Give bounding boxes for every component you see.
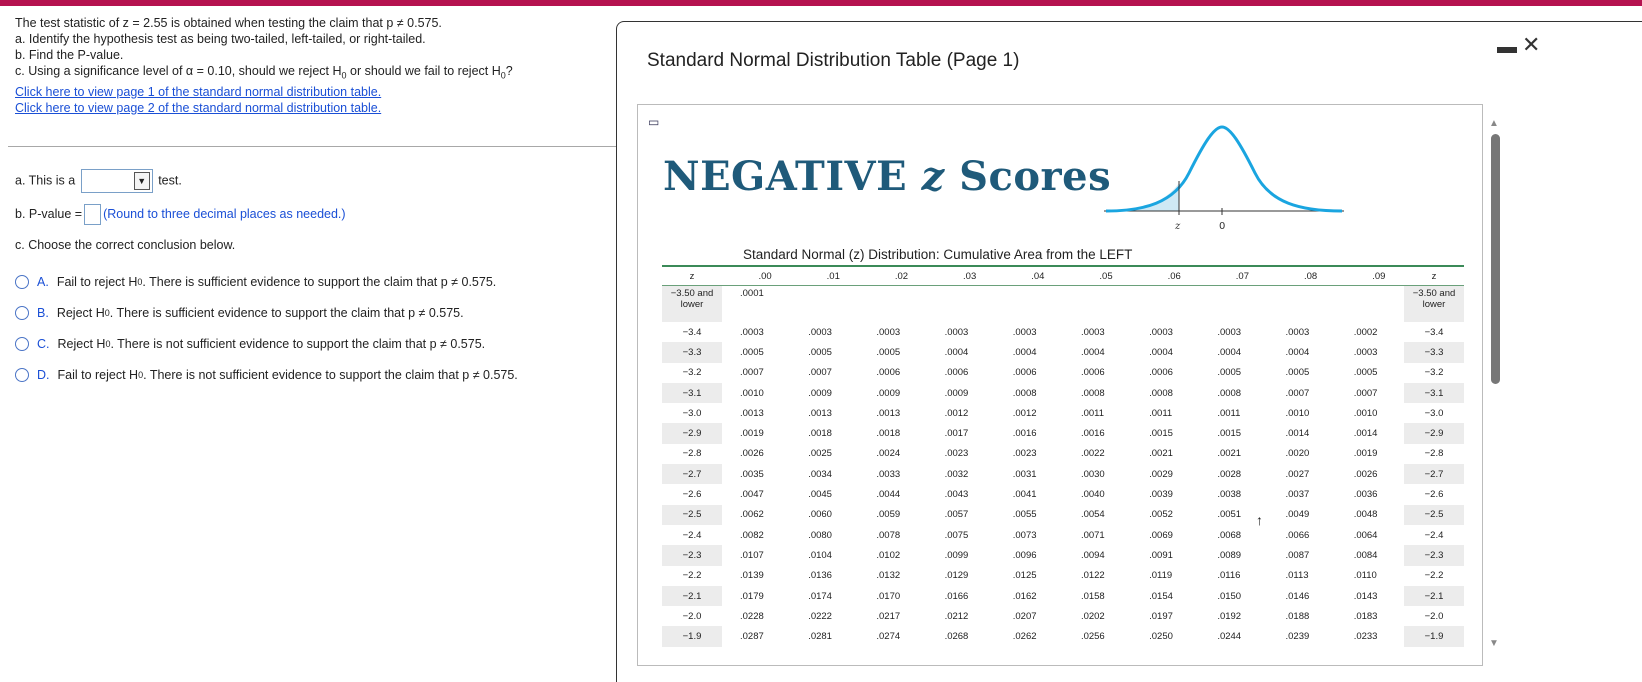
table-cell: .0004 bbox=[1285, 346, 1310, 358]
row-z-label: −2.7 bbox=[1404, 464, 1464, 484]
table-cell: .0009 bbox=[808, 387, 832, 399]
table-cell: .0043 bbox=[944, 489, 969, 501]
table-cell: .0023 bbox=[1012, 448, 1037, 460]
table-cell: .0003 bbox=[1285, 326, 1310, 338]
row-z-label: −2.2 bbox=[1424, 570, 1444, 582]
table-cell: .0129 bbox=[944, 570, 969, 582]
table-cell: .0268 bbox=[944, 631, 969, 643]
table-cell: .0037 bbox=[1285, 489, 1310, 501]
table-cell: .0250 bbox=[1149, 631, 1173, 643]
row-z-label: −2.8 bbox=[682, 448, 702, 460]
row-z-label: −3.3 bbox=[1404, 342, 1464, 362]
table-cell: .0059 bbox=[876, 509, 901, 521]
chevron-down-icon[interactable]: ▼ bbox=[134, 172, 150, 190]
scroll-down-icon[interactable]: ▼ bbox=[1489, 638, 1499, 649]
table-cell: .0011 bbox=[1149, 407, 1173, 419]
row-z-label: −3.1 bbox=[662, 383, 722, 403]
table-row bbox=[662, 484, 1464, 504]
table-cell: .0008 bbox=[1012, 387, 1037, 399]
table-cell: .0017 bbox=[944, 428, 969, 440]
column-header: .08 bbox=[1268, 266, 1336, 286]
row-z-label: −2.5 bbox=[1404, 505, 1464, 525]
table-cell bbox=[1268, 286, 1336, 323]
table-cell: .0006 bbox=[1080, 367, 1105, 379]
table-row bbox=[662, 464, 1464, 484]
table-cell: .0005 bbox=[1285, 367, 1310, 379]
row-z-label: −3.2 bbox=[682, 367, 702, 379]
table-cell: .0057 bbox=[944, 509, 969, 521]
table-cell: .0146 bbox=[1285, 590, 1310, 602]
table-cell: .0162 bbox=[1012, 590, 1037, 602]
table-cell: .0020 bbox=[1285, 448, 1310, 460]
table-cell: .0021 bbox=[1217, 448, 1242, 460]
table-cell: .0041 bbox=[1012, 489, 1037, 501]
table-cell: .0033 bbox=[876, 468, 901, 480]
table-cell: .0014 bbox=[1285, 428, 1310, 440]
row-z-label: −2.6 bbox=[1424, 489, 1444, 501]
table-cell: .0119 bbox=[1149, 570, 1173, 582]
table-cell: .0222 bbox=[808, 610, 832, 622]
table-cell: .0019 bbox=[1353, 448, 1378, 460]
row-z-label: −3.50 and lower bbox=[662, 286, 722, 323]
row-z-label: −2.1 bbox=[1404, 586, 1464, 606]
table-cell: .0039 bbox=[1149, 489, 1173, 501]
option-d[interactable]: D. Fail to reject H 0 . There is not sufficient evidence to support the claim that p ≠ 0.575. bbox=[15, 368, 518, 382]
row-z-label: −3.2 bbox=[1424, 367, 1444, 379]
answer-b-label: b. P-value = bbox=[15, 206, 83, 221]
table-cell: .0158 bbox=[1080, 590, 1105, 602]
row-z-label: −2.4 bbox=[682, 529, 702, 541]
table-cell: .0233 bbox=[1353, 631, 1378, 643]
z-score-table bbox=[662, 265, 1464, 647]
table-cell: .0007 bbox=[740, 367, 764, 379]
table-row bbox=[662, 525, 1464, 545]
row-z-label: −2.7 bbox=[662, 464, 722, 484]
table-cell: .0113 bbox=[1285, 570, 1309, 582]
table-cell: .0066 bbox=[1285, 529, 1310, 541]
row-z-label: −3.4 bbox=[1424, 326, 1444, 338]
table-cell: .0048 bbox=[1353, 509, 1378, 521]
table-cell: .0010 bbox=[1285, 407, 1310, 419]
table-cell: .0011 bbox=[1080, 407, 1105, 419]
table-cell: .0192 bbox=[1217, 610, 1242, 622]
table-row bbox=[662, 423, 1464, 443]
option-a[interactable]: A. Fail to reject H 0 . There is sufficient evidence to support the claim that p ≠ 0.575. bbox=[15, 275, 496, 289]
table-row bbox=[662, 545, 1464, 565]
answer-a-suffix: test. bbox=[158, 173, 182, 188]
question-part-a: a. Identify the hypothesis test as being two-tailed, left-tailed, or right-tailed. bbox=[15, 32, 426, 46]
row-z-label: −2.0 bbox=[1424, 610, 1444, 622]
answer-c-prompt: c. Choose the correct conclusion below. bbox=[15, 238, 236, 252]
row-z-label: −2.3 bbox=[1404, 545, 1464, 565]
row-z-label: −3.4 bbox=[682, 326, 702, 338]
normal-curve-diagram bbox=[1104, 125, 1354, 240]
option-b[interactable]: B. Reject H 0 . There is sufficient evidence to support the claim that p ≠ 0.575. bbox=[15, 306, 464, 320]
table-cell: .0179 bbox=[740, 590, 764, 602]
table-cell: .0096 bbox=[1012, 549, 1037, 561]
table-cell: .0007 bbox=[1285, 387, 1310, 399]
table-cell: .0091 bbox=[1149, 549, 1173, 561]
answer-a-row bbox=[15, 169, 182, 193]
table-cell: .0005 bbox=[808, 346, 832, 358]
table-cell: .0001 bbox=[740, 288, 764, 299]
table-cell: .0021 bbox=[1149, 448, 1173, 460]
row-z-label: −2.9 bbox=[1404, 423, 1464, 443]
column-header: .02 bbox=[858, 266, 926, 286]
table-cell: .0044 bbox=[876, 489, 901, 501]
table-cell: .0228 bbox=[740, 610, 764, 622]
table-cell: .0038 bbox=[1217, 489, 1242, 501]
table-cell: .0049 bbox=[1285, 509, 1310, 521]
table-cell: .0007 bbox=[808, 367, 832, 379]
table-cell: .0003 bbox=[1353, 346, 1378, 358]
table-row bbox=[662, 403, 1464, 423]
table-cell: .0068 bbox=[1217, 529, 1242, 541]
table-cell: .0244 bbox=[1217, 631, 1242, 643]
row-z-label: −2.1 bbox=[662, 586, 722, 606]
table-cell: .0013 bbox=[876, 407, 901, 419]
row-z-label: −1.9 bbox=[662, 626, 722, 646]
row-z-label: −3.0 bbox=[682, 407, 702, 419]
row-z-label: −2.8 bbox=[1424, 448, 1444, 460]
row-z-label: −2.4 bbox=[1424, 529, 1444, 541]
table-popup-window bbox=[616, 21, 1642, 682]
table-row bbox=[662, 286, 1464, 323]
rounding-hint: (Round to three decimal places as needed.) bbox=[103, 206, 346, 221]
table-cell: .0170 bbox=[876, 590, 901, 602]
column-header: .05 bbox=[1063, 266, 1131, 286]
table-cell: .0036 bbox=[1353, 489, 1378, 501]
table-cell: .0034 bbox=[808, 468, 832, 480]
table-cell: .0104 bbox=[808, 549, 832, 561]
table-cell: .0023 bbox=[944, 448, 969, 460]
table-row bbox=[662, 626, 1464, 646]
table-row bbox=[662, 566, 1464, 586]
table-row bbox=[662, 342, 1464, 362]
table-cell: .0005 bbox=[1353, 367, 1378, 379]
table-row bbox=[662, 322, 1464, 342]
table-cell: .0003 bbox=[1149, 326, 1173, 338]
column-header: .09 bbox=[1336, 266, 1404, 286]
table-cell: .0183 bbox=[1353, 610, 1378, 622]
table-cell: .0062 bbox=[740, 509, 764, 521]
table-cell: .0026 bbox=[1353, 468, 1378, 480]
table-cell: .0080 bbox=[808, 529, 832, 541]
table-cell: .0015 bbox=[1217, 428, 1242, 440]
column-header: .07 bbox=[1199, 266, 1267, 286]
radio-option-d[interactable] bbox=[15, 368, 29, 382]
table-cell: .0003 bbox=[1080, 326, 1105, 338]
table-cell: .0084 bbox=[1353, 549, 1378, 561]
table-cell: .0031 bbox=[1012, 468, 1037, 480]
table-cell: .0040 bbox=[1080, 489, 1105, 501]
table-cell: .0006 bbox=[944, 367, 969, 379]
table-cell: .0143 bbox=[1353, 590, 1378, 602]
table-row bbox=[662, 363, 1464, 383]
table-cell: .0030 bbox=[1080, 468, 1105, 480]
table-cell: .0003 bbox=[1012, 326, 1037, 338]
table-cell bbox=[927, 286, 995, 323]
table-cell: .0032 bbox=[944, 468, 969, 480]
table-cell: .0015 bbox=[1149, 428, 1173, 440]
radio-option-c[interactable] bbox=[15, 337, 29, 351]
table-cell: .0027 bbox=[1285, 468, 1310, 480]
table-cell: .0008 bbox=[1080, 387, 1105, 399]
arrow-up-icon: ↑ bbox=[1256, 512, 1263, 528]
table-cell: .0025 bbox=[808, 448, 832, 460]
table-cell: .0013 bbox=[808, 407, 832, 419]
scrollbar[interactable] bbox=[1489, 118, 1501, 648]
table-cell: .0008 bbox=[1149, 387, 1173, 399]
table-cell: .0004 bbox=[1217, 346, 1242, 358]
column-header: .04 bbox=[995, 266, 1063, 286]
curve-zero-label: 0 bbox=[1219, 221, 1226, 232]
question-part-b: b. Find the P-value. bbox=[15, 48, 124, 62]
radio-option-b[interactable] bbox=[15, 306, 29, 320]
table-cell: .0012 bbox=[1012, 407, 1037, 419]
answer-a-label: a. This is a bbox=[15, 173, 76, 188]
column-header: .00 bbox=[722, 266, 790, 286]
table-cell bbox=[1199, 286, 1267, 323]
bell-curve bbox=[1106, 127, 1342, 211]
table-cell: .0003 bbox=[876, 326, 901, 338]
table-cell: .0029 bbox=[1149, 468, 1173, 480]
row-z-label: −3.1 bbox=[1404, 383, 1464, 403]
table-cell: .0122 bbox=[1080, 570, 1105, 582]
table-cell: .0207 bbox=[1012, 610, 1037, 622]
table-cell: .0078 bbox=[876, 529, 901, 541]
table-cell: .0197 bbox=[1149, 610, 1173, 622]
table-cell: .0125 bbox=[1012, 570, 1037, 582]
table-cell: .0012 bbox=[944, 407, 969, 419]
table-cell: .0132 bbox=[876, 570, 901, 582]
row-z-label: −3.3 bbox=[662, 342, 722, 362]
table-cell: .0054 bbox=[1080, 509, 1105, 521]
scroll-up-icon[interactable]: ▲ bbox=[1489, 118, 1499, 129]
popup-title: Standard Normal Distribution Table (Page 1) bbox=[647, 50, 1020, 71]
row-z-label: −1.9 bbox=[1404, 626, 1464, 646]
scrollbar-thumb[interactable] bbox=[1491, 134, 1500, 384]
table-cell: .0005 bbox=[1217, 367, 1242, 379]
row-z-label: −2.6 bbox=[682, 489, 702, 501]
table-cell: .0166 bbox=[944, 590, 969, 602]
table-cell: .0013 bbox=[740, 407, 764, 419]
table-cell: .0009 bbox=[876, 387, 901, 399]
table-row bbox=[662, 505, 1464, 525]
table-cell: .0287 bbox=[740, 631, 764, 643]
table-cell: .0007 bbox=[1353, 387, 1378, 399]
table-cell: .0026 bbox=[740, 448, 764, 460]
table-cell: .0069 bbox=[1149, 529, 1173, 541]
table-cell: .0006 bbox=[876, 367, 901, 379]
table-cell: .0110 bbox=[1353, 570, 1377, 582]
table-cell: .0022 bbox=[1080, 448, 1105, 460]
table-cell: .0018 bbox=[876, 428, 901, 440]
table-cell bbox=[1131, 286, 1199, 323]
close-button[interactable]: ✕ bbox=[1522, 32, 1541, 57]
row-z-label: −3.50 and lower bbox=[1404, 286, 1464, 323]
table-cell: .0094 bbox=[1080, 549, 1105, 561]
table-cell: .0019 bbox=[740, 428, 764, 440]
print-icon[interactable]: ▭ bbox=[648, 115, 660, 129]
table-cell bbox=[995, 286, 1063, 323]
table-cell: .0107 bbox=[740, 549, 764, 561]
test-type-dropdown[interactable] bbox=[81, 169, 153, 193]
table-cell: .0005 bbox=[876, 346, 901, 358]
table-cell: .0262 bbox=[1012, 631, 1037, 643]
option-c[interactable]: C. Reject H 0 . There is not sufficient evidence to support the claim that p ≠ 0.575. bbox=[15, 337, 485, 351]
table-cell: .0003 bbox=[808, 326, 832, 338]
top-accent-bar bbox=[0, 0, 1642, 6]
table-cell: .0006 bbox=[1149, 367, 1173, 379]
table-cell: .0087 bbox=[1285, 549, 1310, 561]
table-cell: .0174 bbox=[808, 590, 832, 602]
table-row bbox=[662, 383, 1464, 403]
table-cell: .0102 bbox=[876, 549, 901, 561]
row-z-label: −2.5 bbox=[662, 505, 722, 525]
table-cell: .0011 bbox=[1217, 407, 1241, 419]
table-cell: .0064 bbox=[1353, 529, 1378, 541]
negative-z-heading: NEGATIVE z Scores bbox=[663, 153, 1112, 200]
table-cell bbox=[1336, 286, 1404, 323]
table-cell: .0047 bbox=[740, 489, 764, 501]
question-part-c: c. Using a significance level of α = 0.10, should we reject $H_0$ or should we fail to reject $H_0$? bbox=[15, 64, 513, 81]
table-cell: .0002 bbox=[1353, 326, 1378, 338]
table-page2-link[interactable]: Click here to view page 2 of the standard normal distribution table. bbox=[15, 100, 382, 115]
table-row bbox=[662, 444, 1464, 464]
table-cell: .0010 bbox=[740, 387, 764, 399]
answer-b-row bbox=[15, 204, 346, 225]
table-cell: .0009 bbox=[944, 387, 969, 399]
question-statement: The test statistic of z = 2.55 is obtained when testing the claim that p ≠ 0.575. bbox=[15, 16, 442, 30]
table-cell: .0212 bbox=[944, 610, 969, 622]
table-page1-link[interactable]: Click here to view page 1 of the standard normal distribution table. bbox=[15, 84, 382, 99]
table-cell: .0024 bbox=[876, 448, 901, 460]
row-z-label: −2.2 bbox=[682, 570, 702, 582]
table-cell: .0256 bbox=[1080, 631, 1105, 643]
row-z-label: −2.3 bbox=[662, 545, 722, 565]
table-cell: .0052 bbox=[1149, 509, 1173, 521]
divider bbox=[8, 146, 616, 147]
table-cell: .0055 bbox=[1012, 509, 1037, 521]
minimize-button[interactable]: ▬ bbox=[1497, 36, 1517, 58]
table-cell: .0018 bbox=[808, 428, 832, 440]
table-cell: .0082 bbox=[740, 529, 764, 541]
table-cell: .0004 bbox=[1012, 346, 1037, 358]
table-cell bbox=[1063, 286, 1131, 323]
table-cell: .0136 bbox=[808, 570, 832, 582]
table-cell: .0075 bbox=[944, 529, 969, 541]
table-cell: .0004 bbox=[944, 346, 969, 358]
table-cell: .0006 bbox=[1012, 367, 1037, 379]
column-header: .06 bbox=[1131, 266, 1199, 286]
table-cell: .0188 bbox=[1285, 610, 1310, 622]
table-cell: .0016 bbox=[1080, 428, 1105, 440]
table-cell: .0004 bbox=[1149, 346, 1173, 358]
table-cell: .0045 bbox=[808, 489, 832, 501]
row-z-label: −3.0 bbox=[1424, 407, 1444, 419]
question-panel bbox=[15, 15, 615, 116]
table-cell: .0073 bbox=[1012, 529, 1037, 541]
table-cell: .0217 bbox=[876, 610, 901, 622]
curve-z-label: z bbox=[1175, 221, 1181, 232]
table-cell: .0154 bbox=[1149, 590, 1173, 602]
table-cell: .0071 bbox=[1080, 529, 1105, 541]
table-cell: .0035 bbox=[740, 468, 764, 480]
table-cell: .0116 bbox=[1217, 570, 1241, 582]
table-cell: .0202 bbox=[1080, 610, 1105, 622]
table-cell: .0003 bbox=[740, 326, 764, 338]
table-cell: .0139 bbox=[740, 570, 764, 582]
table-cell: .0008 bbox=[1217, 387, 1242, 399]
table-content-frame bbox=[637, 104, 1483, 666]
table-cell: .0003 bbox=[1217, 326, 1242, 338]
table-cell: .0003 bbox=[944, 326, 969, 338]
column-header: z bbox=[662, 266, 722, 286]
table-row bbox=[662, 606, 1464, 626]
table-subtitle: Standard Normal (z) Distribution: Cumulative Area from the LEFT bbox=[743, 247, 1133, 262]
table-cell: .0028 bbox=[1217, 468, 1242, 480]
table-cell: .0004 bbox=[1080, 346, 1105, 358]
table-cell: .0150 bbox=[1217, 590, 1242, 602]
table-cell: .0274 bbox=[876, 631, 901, 643]
table-header-row bbox=[662, 266, 1464, 286]
table-cell: .0099 bbox=[944, 549, 969, 561]
row-z-label: −2.9 bbox=[662, 423, 722, 443]
radio-option-a[interactable] bbox=[15, 275, 29, 289]
table-cell: .0051 bbox=[1217, 509, 1242, 521]
table-cell bbox=[858, 286, 926, 323]
column-header: z bbox=[1404, 266, 1464, 286]
table-cell bbox=[790, 286, 858, 323]
row-z-label: −2.0 bbox=[682, 610, 702, 622]
table-cell: .0239 bbox=[1285, 631, 1310, 643]
table-cell: .0016 bbox=[1012, 428, 1037, 440]
table-cell: .0060 bbox=[808, 509, 832, 521]
table-row bbox=[662, 586, 1464, 606]
table-cell: .0281 bbox=[808, 631, 832, 643]
table-cell: .0014 bbox=[1353, 428, 1378, 440]
column-header: .01 bbox=[790, 266, 858, 286]
table-cell: .0005 bbox=[740, 346, 764, 358]
column-header: .03 bbox=[927, 266, 995, 286]
table-cell: .0010 bbox=[1353, 407, 1378, 419]
table-cell: .0089 bbox=[1217, 549, 1242, 561]
p-value-input[interactable] bbox=[84, 204, 101, 225]
